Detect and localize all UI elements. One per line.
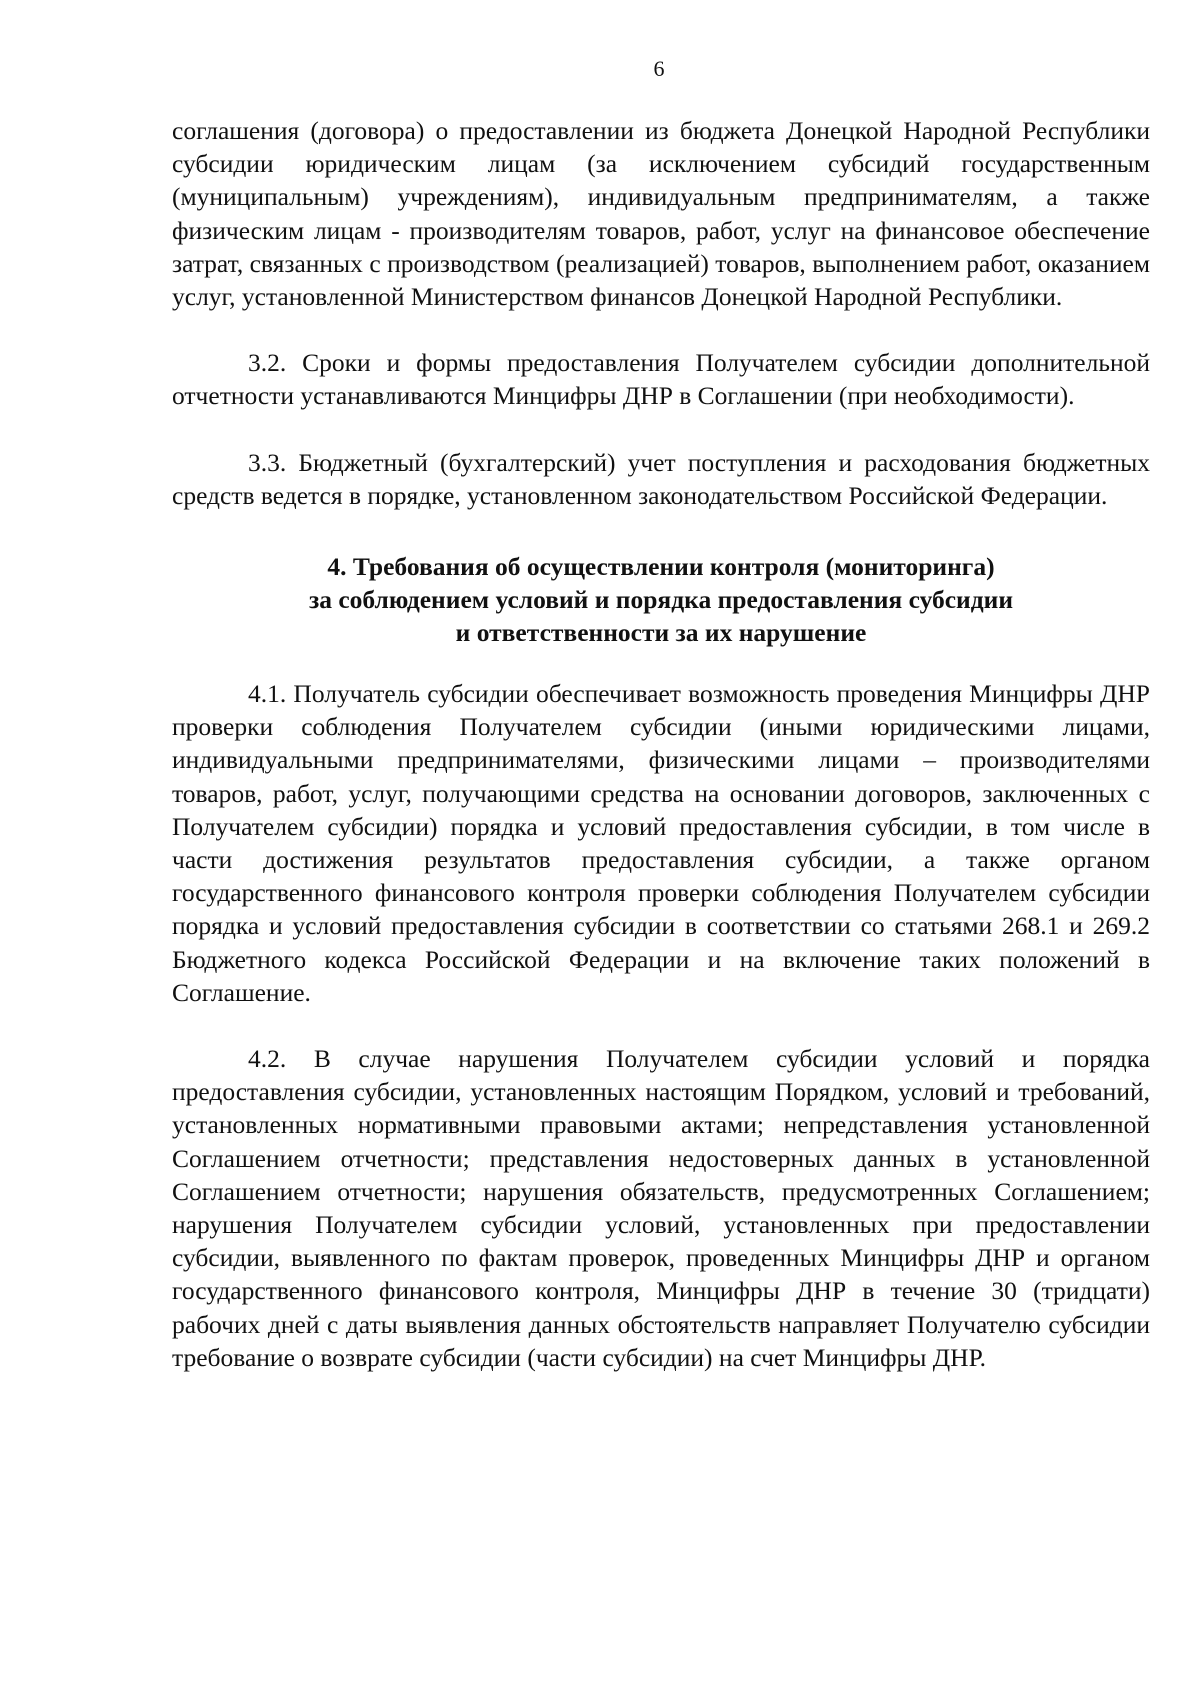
- section-heading-line-2: за соблюдением условий и порядка предоставления субсидии: [308, 585, 1014, 615]
- paragraph-3-3: 3.3. Бюджетный (бухгалтерский) учет поступления и расходования бюджетных средств ведется в порядке, установленном законодательством Российской Федерации.: [172, 447, 1150, 510]
- page-number: 6: [653, 56, 665, 81]
- section-heading-line-3: и ответственности за их нарушение: [455, 618, 867, 648]
- paragraph-4-2: 4.2. В случае нарушения Получателем субсидии условий и порядка предоставления субсидии, установленных настоящим Порядком, условий и требований, установленных нормативными правовыми актами; непредставления установленной Соглашением отчетности; представления недостоверных данных в установленной Соглашением отчетности; нарушения обязательств, предусмотренных Соглашением; нарушения Получателем субсидии условий, установленных при предоставлении субсидии, выявленного по фактам проверок, проведенных Минцифры ДНР и органом государственного финансового контроля, Минцифры ДНР в течение 30 (тридцати) рабочих дней с даты выявления данных обстоятельств направляет Получателю субсидии требование о возврате субсидии (части субсидии) на счет Минцифры ДНР.: [172, 1044, 1150, 1372]
- document-body: [172, 114, 1150, 1374]
- paragraph-4-1: 4.1. Получатель субсидии обеспечивает возможность проведения Минцифры ДНР проверки соблюдения Получателем субсидии (иными юридическими лицами, индивидуальными предпринимателями, физическими лицами – производителями товаров, работ, услуг, получающими средства на основании договоров, заключенных с Получателем субсидии) порядка и условий предоставления субсидии, в том числе в части достижения результатов предоставления субсидии, а также органом государственного финансового контроля проверки соблюдения Получателем субсидии порядка и условий предоставления субсидии в соответствии со статьями 268.1 и 269.2 Бюджетного кодекса Российской Федерации и на включение таких положений в Соглашение.: [172, 679, 1150, 1007]
- paragraph-3-2: 3.2. Сроки и формы предоставления Получателем субсидии дополнительной отчетности устанавливаются Минцифры ДНР в Соглашении (при необходимости).: [172, 348, 1150, 411]
- section-heading-line-1: 4. Требования об осуществлении контроля (мониторинга): [327, 552, 995, 582]
- paragraph-continuation: соглашения (договора) о предоставлении из бюджета Донецкой Народной Республики субсидии юридическим лицам (за исключением субсидий государственным (муниципальным) учреждениям), индивидуальным предпринимателям, а также физическим лицам - производителям товаров, работ, услуг на финансовое обеспечение затрат, связанных с производством (реализацией) товаров, выполнением работ, оказанием услуг, установленной Министерством финансов Донецкой Народной Республики.: [172, 116, 1150, 312]
- section-heading-4: [172, 550, 1150, 649]
